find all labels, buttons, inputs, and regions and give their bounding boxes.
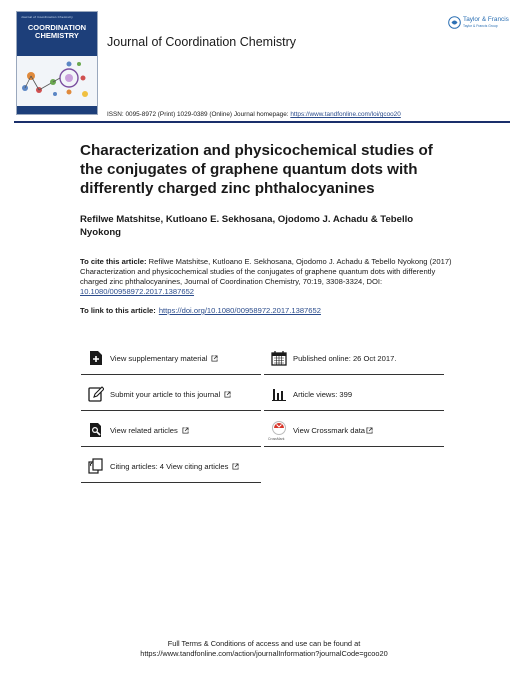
publisher-group: Taylor & Francis Group — [463, 24, 498, 28]
article-views-info — [264, 377, 444, 411]
footer-terms-text: Full Terms & Conditions of access and use can be found at — [167, 639, 361, 648]
view-crossmark-data[interactable] — [264, 413, 444, 447]
calendar-icon — [271, 350, 287, 366]
submit-article-button[interactable] — [81, 377, 261, 411]
published-online-info — [264, 341, 444, 375]
header-divider — [14, 121, 510, 123]
article-title: Characterization and physicochemical studies of the conjugates of graphene quantum dots with differently charged zinc phthalocyanines — [80, 142, 433, 197]
view-citing-articles[interactable] — [81, 449, 261, 483]
article-views-label: Article views: 399 — [293, 390, 353, 399]
cover-bottom-band — [17, 106, 97, 114]
cite-text: Refilwe Matshitse, Kutloano E. Sekhosana, Ojodomo J. Achadu & Tebello Nyokong (2017) Characterization and physicochemical studies of the conjugates of graphene quantum dots with differently charged zinc phthalocyanines, Journal of Coordination Chemistry, 70:19, 3308-3324, DOI: — [80, 257, 452, 287]
footer — [0, 639, 528, 659]
link-label: To link to this article: — [80, 306, 156, 315]
external-link-icon — [366, 427, 373, 434]
cover-title-line1: COORDINATION — [27, 23, 87, 32]
cell-divider — [264, 410, 444, 411]
journal-title[interactable]: Journal of Coordination Chemistry — [107, 35, 296, 49]
cell-divider — [264, 374, 444, 375]
publisher-name: Taylor & Francis — [463, 16, 509, 23]
publisher-logo[interactable] — [448, 16, 514, 32]
article-link-line — [80, 306, 321, 315]
view-supplementary-material[interactable] — [81, 341, 261, 375]
journal-cover-image — [16, 11, 98, 115]
citing-articles-icon — [88, 458, 104, 474]
supplementary-label: View supplementary material — [110, 354, 208, 363]
cover-top-text: Journal of Coordination Chemistry — [21, 15, 73, 19]
related-articles-label: View related articles — [110, 426, 178, 435]
submit-article-label: Submit your article to this journal — [110, 390, 221, 399]
crossmark-caption: CrossMark — [268, 437, 285, 441]
cell-divider — [81, 482, 261, 483]
citation-block — [80, 257, 452, 297]
published-online-label: Published online: 26 Oct 2017. — [293, 354, 397, 363]
publisher-emblem-icon — [448, 16, 461, 29]
issn-text: ISSN: 0095-8972 (Print) 1029-0389 (Online) Journal homepage: — [107, 111, 291, 118]
cell-divider — [81, 374, 261, 375]
bar-chart-icon — [271, 386, 287, 402]
cite-doi-link[interactable]: 10.1080/00958972.2017.1387652 — [80, 287, 195, 297]
citing-articles-label: Citing articles: 4 View citing articles — [110, 462, 229, 471]
cell-divider — [81, 410, 261, 411]
cell-divider — [81, 446, 261, 447]
external-link-icon — [224, 391, 231, 398]
supplementary-file-icon — [88, 350, 104, 366]
article-doi-link[interactable]: https://doi.org/10.1080/00958972.2017.1387652 — [158, 306, 321, 315]
edit-document-icon — [88, 386, 104, 402]
issn-line — [107, 111, 401, 118]
cover-molecule-illustration — [17, 56, 97, 106]
journal-homepage-link[interactable]: https://www.tandfonline.com/loi/gcoo20 — [290, 111, 401, 118]
external-link-icon — [211, 355, 218, 362]
article-authors: Refilwe Matshitse, Kutloano E. Sekhosana, Ojodomo J. Achadu & Tebello Nyokong — [80, 214, 414, 238]
view-related-articles[interactable] — [81, 413, 261, 447]
related-search-icon — [88, 422, 104, 438]
cover-title-line2: CHEMISTRY — [35, 31, 79, 40]
external-link-icon — [182, 427, 189, 434]
cell-divider — [264, 446, 444, 447]
external-link-icon — [232, 463, 239, 470]
crossmark-label: View Crossmark data — [293, 426, 366, 435]
footer-terms-link[interactable]: https://www.tandfonline.com/action/journalInformation?journalCode=gcoo20 — [140, 649, 388, 658]
cite-label: To cite this article: — [80, 257, 147, 266]
